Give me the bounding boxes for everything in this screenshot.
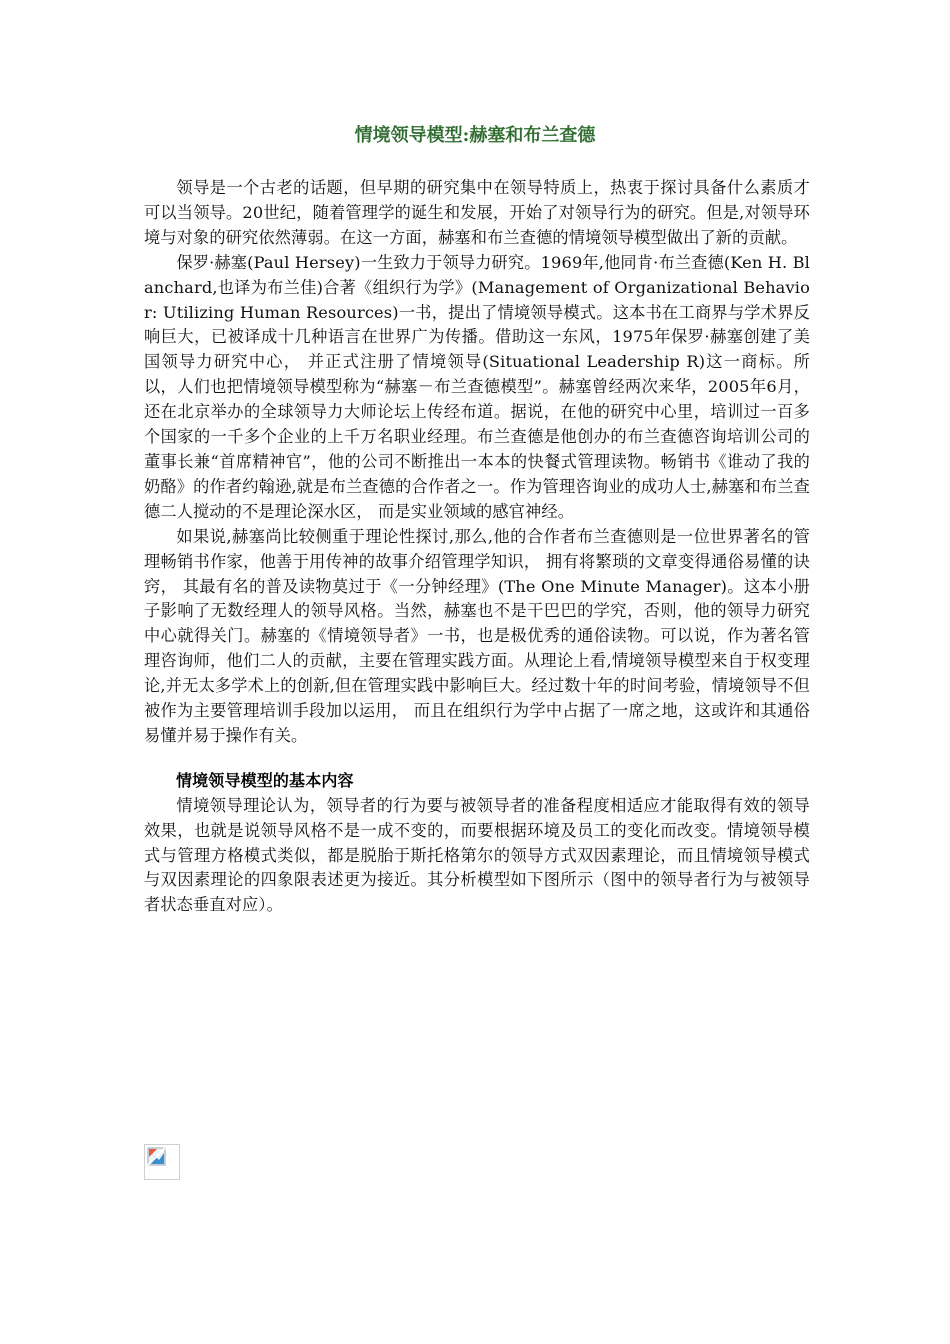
section-heading: 情境领导模型的基本内容 <box>176 770 354 790</box>
paragraph-intro: 领导是一个古老的话题，但早期的研究集中在领导特质上，热衷于探讨具备什么素质才可以当领导。20世纪，随着管理学的诞生和发展，开始了对领导行为的研究。但是,对领导环境与对象的研究依然薄弱。在这一方面，赫塞和布兰查德的情境领导模型做出了新的贡献。 <box>144 178 810 247</box>
paragraph-hersey: 保罗·赫塞(Paul Hersey)一生致力于领导力研究。1969年,他同肯·布兰查德(Ken H. Blanchard,也译为布兰佳)合著《组织行为学》(Management of Organizational Behavior: Utilizing Human Resources)一书，提出了情境领导模式。这本书在工商界与学术界反响巨大，已被译成十几种语言在世界广为传播。借助这一东风，1975年保罗·赫塞创建了美国领导力研究中心， 并正式注册了情境领导(Situational Leadership R)这一商标。所以，人们也把情境领导模型称为“赫塞－布兰查德模型”。赫塞曾经两次来华，2005年6月，还在北京举办的全球领导力大师论坛上传经布道。据说，在他的研究中心里，培训过一百多个国家的一千多个企业的上千万名职业经理。布兰查德是他创办的布兰查德咨询培训公司的董事长兼“首席精神官”，他的公司不断推出一本本的快餐式管理读物。畅销书《谁动了我的奶酪》的作者约翰逊,就是布兰查德的合作者之一。作为管理咨询业的成功人士,赫塞和布兰查德二人搅动的不是理论深水区， 而是实业领域的感官神经。 <box>144 252 810 521</box>
paragraph-blanchard: 如果说,赫塞尚比较侧重于理论性探讨,那么,他的合作者布兰查德则是一位世界著名的管理畅销书作家，他善于用传神的故事介绍管理学知识， 拥有将繁琐的文章变得通俗易懂的诀窍， 其最有名的普及读物莫过于《一分钟经理》(The One Minute Manager)。这本小册子影响了无数经理人的领导风格。当然，赫塞也不是干巴巴的学究，否则，他的领导力研究中心就得关门。赫塞的《情境领导者》一书，也是极优秀的通俗读物。可以说，作为著名管理咨询师，他们二人的贡献，主要在管理实践方面。从理论上看,情境领导模型来自于权变理论,并无太多学术上的创新,但在管理实践中影响巨大。经过数十年的时间考验，情境领导不但被作为主要管理培训手段加以运用， 而且在组织行为学中占据了一席之地，这或许和其通俗易懂并易于操作有关。 <box>144 526 810 745</box>
page-title: 情境领导模型:赫塞和布兰查德 <box>354 125 596 146</box>
document-body <box>144 176 810 918</box>
section-spacer <box>144 749 810 769</box>
broken-image-icon <box>144 1144 180 1180</box>
paragraph-basic-content: 情境领导理论认为，领导者的行为要与被领导者的准备程度相适应才能取得有效的领导效果，也就是说领导风格不是一成不变的，而要根据环境及员工的变化而改变。情境领导模式与管理方格模式类似，都是脱胎于斯托格第尔的领导方式双因素理论，而且情境领导模式与双因素理论的四象限表述更为接近。其分析模型如下图所示（图中的领导者行为与被领导者状态垂直对应）。 <box>144 795 810 915</box>
broken-image-glyph <box>147 1147 169 1169</box>
